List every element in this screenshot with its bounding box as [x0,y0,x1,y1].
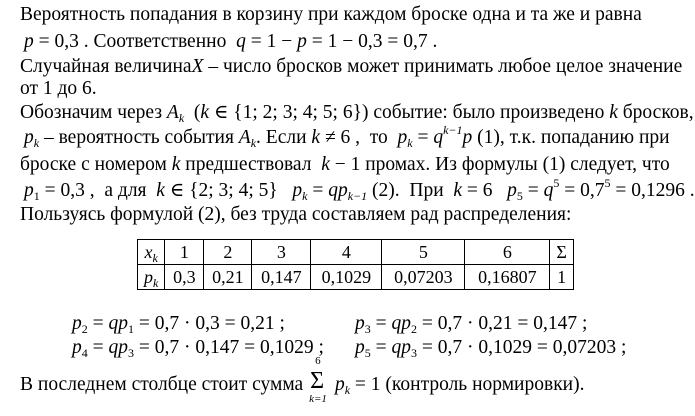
text-line-8: $p_1 = 0,3$ , а для k ∈ {2; 3; 4; 5} $p_k = qp_{k-1}$ (2). При k = 6 $p_5 = q^5 = 0,7^5 = 0,1296$ . [24,176,695,203]
text-line-1: Вероятность попадания в корзину при каждом броске одна и та же и равна [20,4,642,25]
formula-p5: $p_5 = qp_3 = 0,7 \cdot 0,1029 = 0,07203$ ; [355,337,627,360]
formula-p3: $p_3 = qp_2 = 0,7 \cdot 0,21 = 0,147$ ; [355,313,588,336]
table-cell: 6 [465,240,550,265]
text-line-6: $p_k$ – вероятность события $A_k$. Если k ≠ 6 , то $p_k = q^{k-1}p$ (1), т.к. попаданию при [24,123,670,150]
table-row [138,240,574,265]
text-line-3: Случайная величинаX – число бросков может принимать любое целое значение [20,56,683,77]
distribution-table [137,239,574,290]
table-cell: 2 [204,240,252,265]
table-cell: 0,147 [252,265,311,290]
summation-symbol: 6 Σ k=1 [309,355,327,405]
table-cell: $p_k$ [138,265,165,290]
table-cell: 0,3 [165,265,204,290]
text-line-4: от 1 до 6. [20,78,97,99]
table-cell: 0,07203 [382,265,465,290]
text-line-last: В последнем столбце стоит сумма 6 Σ k=1 $p_k = 1$ (контроль нормировки). [20,355,585,405]
formula-p4: $p_4 = qp_3 = 0,7 \cdot 0,147 = 0,1029$ ; [72,337,324,360]
text-line-9: Пользуясь формулой (2), без труда составляем рад распределения: [20,204,572,225]
text-line-5: Обозначим через $A_k$ (k ∈ {1; 2; 3; 4; 5; 6}) событие: было произведено k бросков, [20,102,694,125]
table-cell: 4 [311,240,382,265]
formula-p2: $p_2 = qp_1 = 0,7 \cdot 0,3 = 0,21$ ; [72,313,285,336]
text-line-2: p = 0,3 . Соответственно q = 1 − p = 1 − 0,3 = 0,7 . [24,31,438,52]
text-line-7: броске с номером k предшествовал k − 1 промах. Из формулы (1) следует, что [20,154,670,175]
table-cell: $x_k$ [138,240,165,265]
table-cell: 0,21 [204,265,252,290]
table-cell: 0,1029 [311,265,382,290]
table-cell: 0,16807 [465,265,550,290]
table-cell: 5 [382,240,465,265]
table-cell: Σ [550,240,573,265]
table-cell: 1 [550,265,573,290]
table-cell: 3 [252,240,311,265]
table-cell: 1 [165,240,204,265]
table-row [138,265,574,290]
